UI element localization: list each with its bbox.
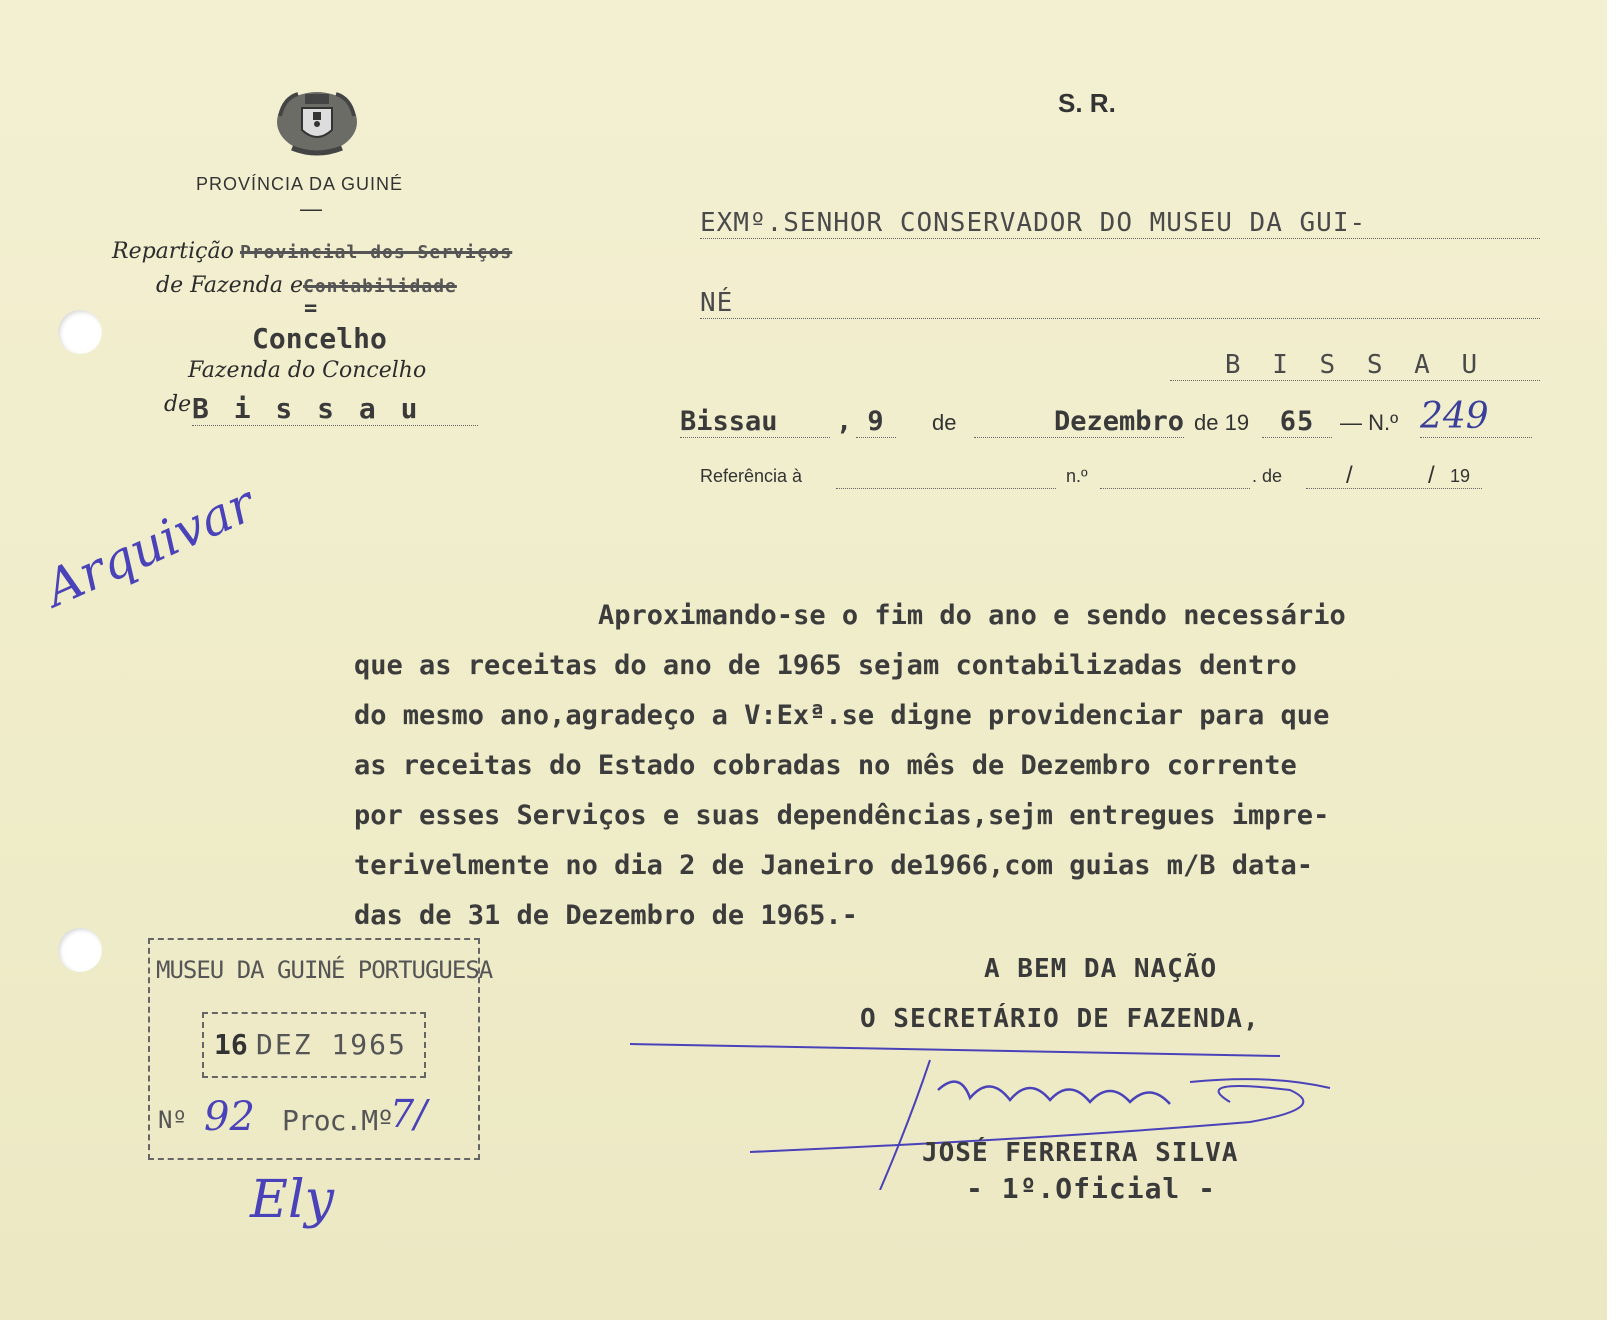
stamp-date-box: [202, 1012, 426, 1078]
equals-mark: =: [304, 296, 319, 321]
body-line: por esses Serviços e suas dependências,sejm entregues impre-: [354, 800, 1330, 831]
body-line: das de 31 de Dezembro de 1965.-: [354, 900, 858, 931]
stamp-day: 16: [214, 1028, 248, 1061]
punch-hole: [58, 928, 102, 972]
reference-label: Referência à: [700, 466, 803, 486]
stamp-museum-name: MUSEU DA GUINÉ PORTUGUESA: [156, 956, 493, 984]
fazenda-concelho-label: Fazenda do Concelho: [188, 358, 427, 383]
stamp-no-value: 92: [204, 1094, 255, 1140]
concelho-city: B i s s a u: [192, 392, 478, 426]
body-line: do mesmo ano,agradeço a V:Exª.se digne providenciar para que: [354, 700, 1330, 731]
paper-edge: [1607, 0, 1621, 1320]
closing-salutation: A BEM DA NAÇÃO: [984, 954, 1218, 984]
date-de-1: de: [932, 410, 957, 435]
body-line: Aproximando-se o fim do ano e sendo necessário: [598, 600, 1346, 631]
punch-hole: [58, 310, 102, 354]
stamp-month-year: DEZ 1965: [256, 1028, 407, 1061]
concelho-city-field: [164, 392, 478, 426]
reference-date-field: [1306, 462, 1482, 489]
body-line: que as receitas do ano de 1965 sejam contabilizadas dentro: [354, 650, 1297, 681]
signatory-name: JOSÉ FERREIRA SILVA: [922, 1138, 1239, 1168]
date-number-label: — N.º: [1340, 410, 1399, 435]
date-de-19: de 19: [1194, 410, 1250, 435]
divider-dash: —: [300, 196, 322, 221]
date-number: 249: [1420, 396, 1532, 438]
de-label: de: [164, 392, 192, 417]
date-day: 9: [856, 406, 896, 438]
reparticao-struck: Provincial dos Serviços: [239, 242, 513, 263]
signatory-title: - 1º.Oficial -: [966, 1172, 1217, 1205]
addressee-line-2: NÉ: [700, 288, 1540, 319]
handwritten-note: Arquivar: [36, 474, 263, 618]
reparticao-line: [112, 238, 512, 264]
reference-de-label: . de: [1252, 466, 1283, 486]
date-year: 65: [1262, 406, 1332, 438]
date-month: Dezembro: [974, 406, 1184, 438]
date-place: Bissau: [680, 406, 830, 438]
reference-n-label: n.º: [1066, 466, 1088, 486]
reparticao-label: Repartição: [112, 239, 234, 264]
closing-position: O SECRETÁRIO DE FAZENDA,: [860, 1004, 1260, 1034]
museum-receipt-stamp: [148, 938, 493, 1160]
fazenda-line: [156, 272, 457, 298]
reference-field: [836, 468, 1056, 489]
addressee-city: B I S S A U: [1170, 350, 1540, 381]
reference-n-field: [1100, 468, 1250, 489]
fazenda-label: de Fazenda e: [156, 273, 303, 298]
fazenda-struck: Contabilidade: [302, 276, 457, 297]
reference-slash-2: /: [1428, 462, 1435, 489]
concelho-label: Concelho: [252, 322, 387, 355]
stamp-proc-value: 7/: [390, 1092, 427, 1136]
addressee-line-1: EXMº.SENHOR CONSERVADOR DO MUSEU DA GUI-: [700, 208, 1540, 239]
sr-mark: S. R.: [1058, 88, 1116, 118]
stamp-no-label: Nº: [158, 1106, 187, 1134]
body-line: terivelmente no dia 2 de Janeiro de1966,com guias m/B data-: [354, 850, 1314, 881]
stamp-proc-label: Proc.Mº: [282, 1104, 394, 1137]
date-comma: ,: [836, 406, 854, 437]
reference-year-19: 19: [1450, 466, 1471, 486]
reference-slash-1: /: [1346, 462, 1353, 489]
coat-of-arms-icon: [272, 86, 362, 166]
body-line: as receitas do Estado cobradas no mês de Dezembro corrente: [354, 750, 1297, 781]
province-title: PROVÍNCIA DA GUINÉ: [196, 174, 404, 194]
handwritten-initials: Ely: [250, 1170, 334, 1230]
